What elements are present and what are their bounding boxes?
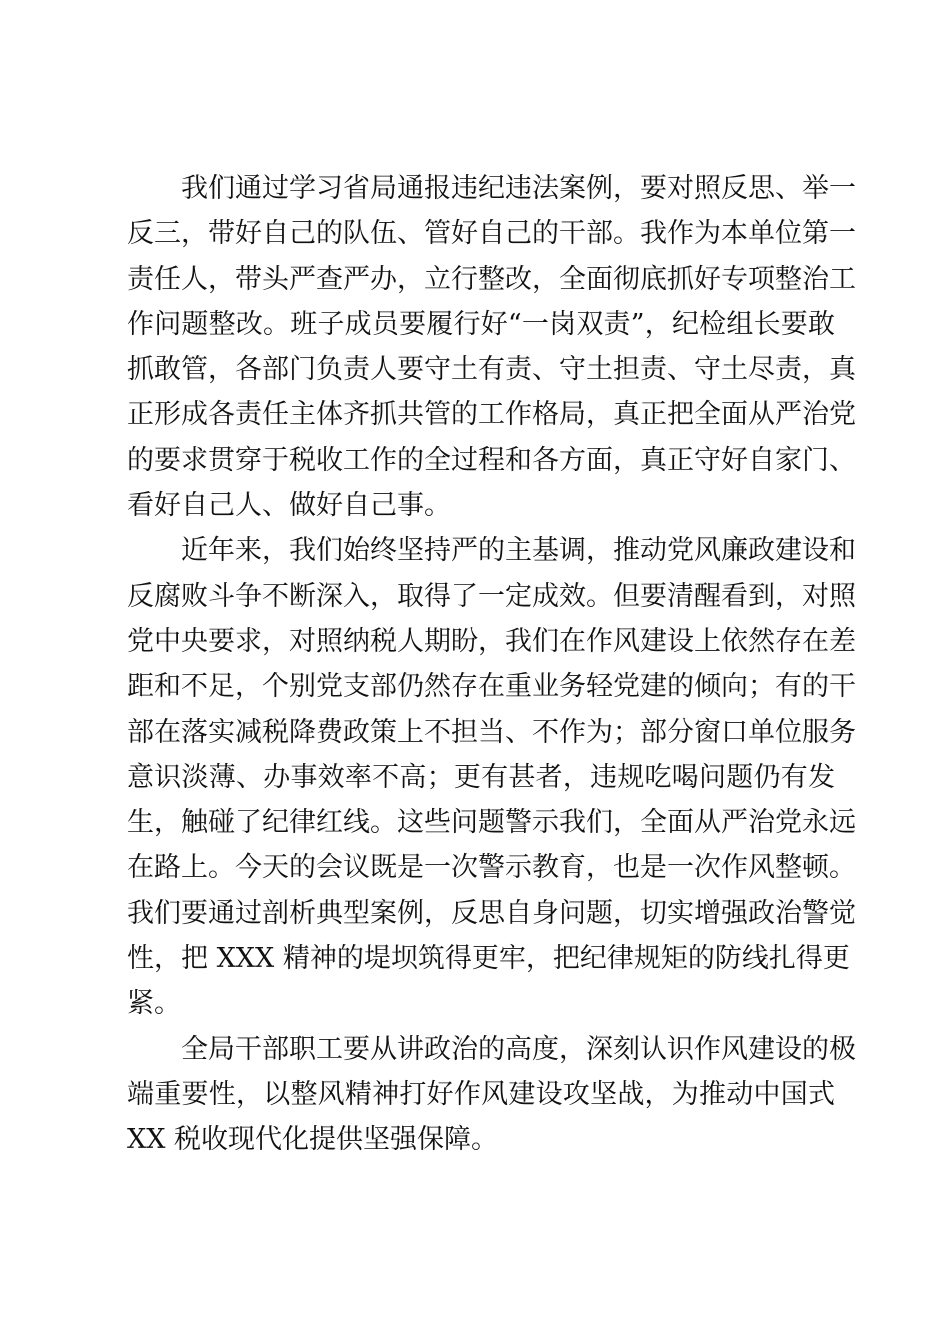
text-line: 我们要通过剖析典型案例，反思自身问题，切实增强政治警觉 (127, 897, 856, 929)
text-line: 部在落实减税降费政策上不担当、不作为；部分窗口单位服务 (127, 716, 856, 748)
text-line: 作问题整改。班子成员要履行好“一岗双责”，纪检组长要敢 (127, 308, 835, 340)
paragraph-2 (127, 528, 856, 1026)
text-line: 看好自己人、做好自己事。 (127, 490, 451, 522)
text-line: 生，触碰了纪律红线。这些问题警示我们，全面从严治党永远 (127, 807, 856, 839)
text-line: 的要求贯穿于税收工作的全过程和各方面，真正守好自家门、 (127, 444, 856, 476)
text-line: 性，把 XXX 精神的堤坝筑得更牢，把纪律规矩的防线扎得更 (127, 943, 850, 975)
paragraph-3 (127, 1027, 856, 1163)
text-line: 抓敢管，各部门负责人要守土有责、守土担责、守土尽责，真 (127, 354, 856, 386)
text-line: 责任人，带头严查严办，立行整改，全面彻底抓好专项整治工 (127, 263, 856, 295)
text-line: 近年来，我们始终坚持严的主基调，推动党风廉政建设和 (181, 535, 856, 567)
text-line: 我们通过学习省局通报违纪违法案例，要对照反思、举一 (181, 173, 856, 204)
text-line: 端重要性，以整风精神打好作风建设攻坚战，为推动中国式 (127, 1078, 835, 1110)
document-body (127, 166, 856, 1163)
text-line: 反三，带好自己的队伍、管好自己的干部。我作为本单位第一 (127, 218, 856, 250)
text-line: 正形成各责任主体齐抓共管的工作格局，真正把全面从严治党 (127, 399, 856, 431)
text-line: 党中央要求，对照纳税人期盼，我们在作风建设上依然存在差 (127, 625, 856, 657)
paragraph-1 (127, 166, 856, 528)
text-line: 意识淡薄、办事效率不高；更有甚者，违规吃喝问题仍有发 (127, 761, 835, 793)
text-line: 在路上。今天的会议既是一次警示教育，也是一次作风整顿。 (127, 852, 856, 884)
text-line: 全局干部职工要从讲政治的高度，深刻认识作风建设的极 (181, 1033, 856, 1065)
text-line: 紧。 (127, 988, 181, 1020)
text-line: 反腐败斗争不断深入，取得了一定成效。但要清醒看到，对照 (127, 580, 856, 612)
text-line: XX 税收现代化提供坚强保障。 (127, 1124, 499, 1156)
text-line: 距和不足，个别党支部仍然存在重业务轻党建的倾向；有的干 (127, 671, 856, 703)
